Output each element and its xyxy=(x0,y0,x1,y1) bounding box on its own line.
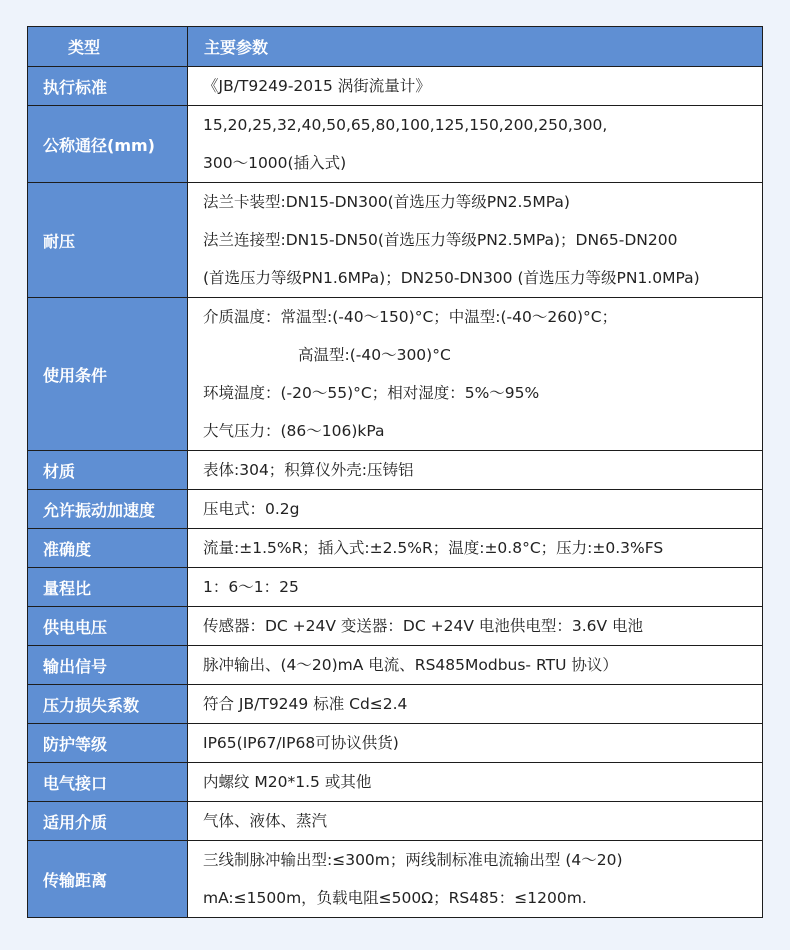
row-label: 传输距离 xyxy=(28,841,188,918)
row-label: 使用条件 xyxy=(28,298,188,451)
row-label: 电气接口 xyxy=(28,763,188,802)
value-line: 脉冲输出、(4～20)mA 电流、RS485Modbus- RTU 协议） xyxy=(203,656,618,674)
row-value xyxy=(188,802,763,841)
value-line: 300～1000(插入式) xyxy=(203,154,347,172)
row-label: 防护等级 xyxy=(28,724,188,763)
row-value xyxy=(188,529,763,568)
value-line: 1：6～1：25 xyxy=(203,578,299,596)
row-label: 压力损失系数 xyxy=(28,685,188,724)
value-line: 传感器：DC +24V 变送器：DC +24V 电池供电型：3.6V 电池 xyxy=(203,617,644,635)
value-line: 介质温度：常温型:(-40～150)°C；中温型:(-40～260)°C； xyxy=(203,308,618,326)
row-value xyxy=(188,646,763,685)
value-line: IP65(IP67/IP68可协议供货) xyxy=(203,734,399,752)
row-label: 供电电压 xyxy=(28,607,188,646)
row-accuracy xyxy=(28,529,763,568)
value-line: 大气压力：(86～106)kPa xyxy=(203,422,385,440)
value-line: 流量:±1.5%R；插入式:±2.5%R；温度:±0.8°C；压力:±0.3%FS xyxy=(203,539,664,557)
row-vibration xyxy=(28,490,763,529)
row-value xyxy=(188,607,763,646)
value-line: 气体、液体、蒸汽 xyxy=(203,812,328,830)
value-line: 法兰连接型:DN15-DN50(首选压力等级PN2.5MPa)；DN65-DN200 xyxy=(203,231,678,249)
row-pressure-rating xyxy=(28,183,763,298)
row-value xyxy=(188,490,763,529)
row-nominal-diameter xyxy=(28,106,763,183)
value-line: 表体:304；积算仪外壳:压铸铝 xyxy=(203,461,414,479)
row-label: 量程比 xyxy=(28,568,188,607)
row-output-signal xyxy=(28,646,763,685)
row-value xyxy=(188,568,763,607)
row-transmission-distance xyxy=(28,841,763,918)
row-value xyxy=(188,67,763,106)
row-value xyxy=(188,298,763,451)
value-line: mA:≤1500m，负载电阻≤500Ω；RS485：≤1200m. xyxy=(203,889,587,907)
value-line: 符合 JB/T9249 标准 Cd≤2.4 xyxy=(203,695,408,713)
value-line: (首选压力等级PN1.6MPa)；DN250-DN300 (首选压力等级PN1.0MPa) xyxy=(203,269,700,287)
header-type: 类型 xyxy=(28,27,188,67)
value-line: 《JB/T9249-2015 涡街流量计》 xyxy=(203,77,431,95)
row-label: 材质 xyxy=(28,451,188,490)
value-line: 环境温度：(-20～55)°C；相对湿度：5%～95% xyxy=(203,384,540,402)
row-value xyxy=(188,724,763,763)
row-value xyxy=(188,106,763,183)
row-applicable-media xyxy=(28,802,763,841)
row-value xyxy=(188,183,763,298)
row-value xyxy=(188,763,763,802)
value-line: 高温型:(-40～300)°C xyxy=(298,346,451,364)
header-row xyxy=(28,27,763,67)
row-electrical-interface xyxy=(28,763,763,802)
row-pressure-loss xyxy=(28,685,763,724)
row-standard xyxy=(28,67,763,106)
row-material xyxy=(28,451,763,490)
row-label: 输出信号 xyxy=(28,646,188,685)
value-line: 内螺纹 M20*1.5 或其他 xyxy=(203,773,372,791)
row-label: 执行标准 xyxy=(28,67,188,106)
value-line: 法兰卡装型:DN15-DN300(首选压力等级PN2.5MPa) xyxy=(203,193,570,211)
row-label: 公称通径(mm) xyxy=(28,106,188,183)
row-label: 适用介质 xyxy=(28,802,188,841)
row-range-ratio xyxy=(28,568,763,607)
row-label: 允许振动加速度 xyxy=(28,490,188,529)
row-protection-class xyxy=(28,724,763,763)
row-value xyxy=(188,685,763,724)
header-params: 主要参数 xyxy=(188,27,763,67)
spec-table-container xyxy=(27,26,762,918)
value-line: 15,20,25,32,40,50,65,80,100,125,150,200,250,300, xyxy=(203,116,608,134)
row-supply-voltage xyxy=(28,607,763,646)
row-label: 准确度 xyxy=(28,529,188,568)
value-line: 三线制脉冲输出型:≤300m；两线制标准电流输出型 (4～20) xyxy=(203,851,623,869)
spec-table xyxy=(27,26,763,918)
row-value xyxy=(188,841,763,918)
row-value xyxy=(188,451,763,490)
value-line: 压电式：0.2g xyxy=(203,500,300,518)
row-label: 耐压 xyxy=(28,183,188,298)
row-operating-conditions xyxy=(28,298,763,451)
